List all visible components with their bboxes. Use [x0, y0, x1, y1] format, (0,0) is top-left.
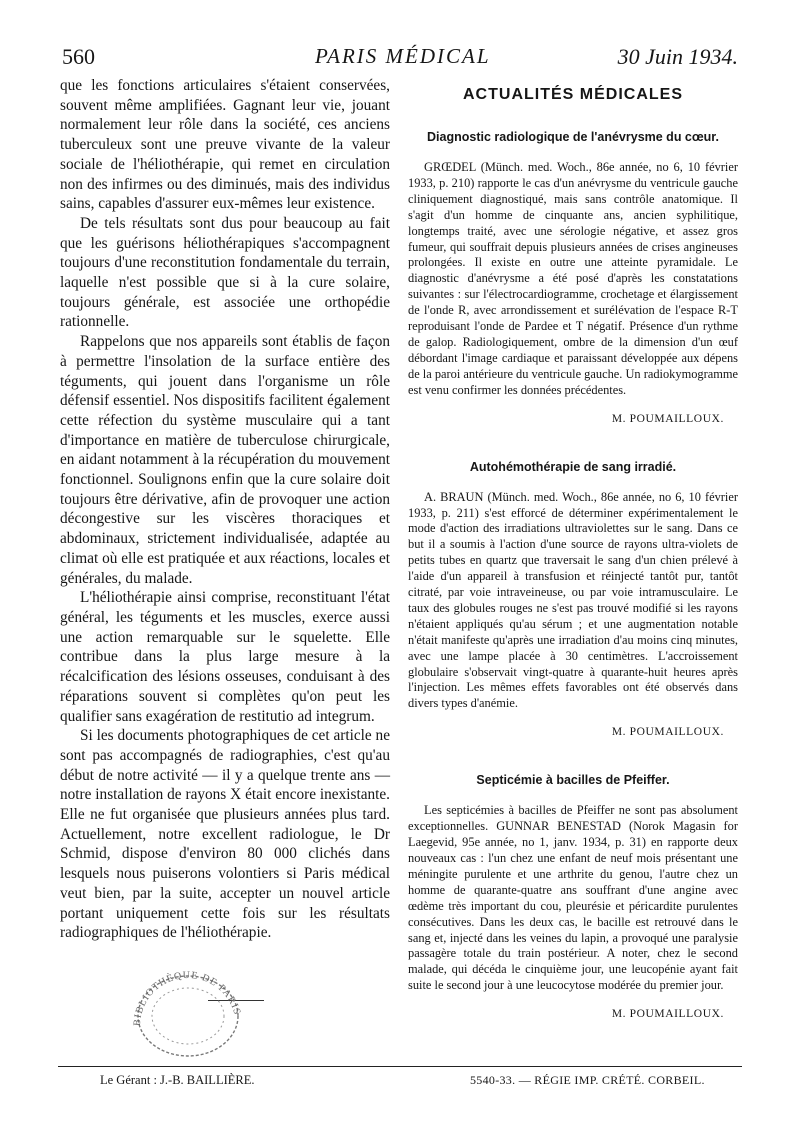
article-body: GRŒDEL (Münch. med. Woch., 86e année, no 6, 10 février 1933, p. 210) rapporte le cas d'un anévrysme du ventricule gauche cliniquement diagnostiqué, mais sans contrôle anatomique. Il s'agit d'un homme de cinquante ans, ancien syphilitique, longtemps traité, avec une sérologie négative, et assez gros fumeur, qui souffrait depuis plusieurs années de crises angineuses prolongées. Il existe en outre une atteinte pyramidale. Le diagnostic d'anévrysme a été posé d'après les constatations suivantes : sur l'électrocardiogramme, crochetage et élargissement de l'onde R, avec arrondissement et surélévation de l'espace R-T reproduisant l'onde de Pardee et T négatif. Présence d'un rythme de galop. Radiologiquement, ombre de la dimension d'un œuf débordant l'image cardiaque et paraissant développée aux dépens de la paroi antérieure du ventricule gauche. Un radiokymogramme est venu confirmer les données précédentes. [408, 160, 738, 397]
library-stamp [118, 946, 258, 1058]
footer-printer: 5540-33. — RÉGIE IMP. CRÉTÉ. CORBEIL. [470, 1073, 705, 1087]
article-signature: M. POUMAILLOUX. [611, 1008, 724, 1021]
article-aneurysm [408, 128, 738, 425]
article-signature: M. POUMAILLOUX. [611, 412, 724, 425]
paragraph: que les fonctions articulaires s'étaient conservées, souvent même amplifiées. Gagnant leur vie, jouant normalement leur rôle dans la société, ces anciens tuberculeux sont une preuve vivante de la valeur sociale de l'héliothérapie, qui remet en circulation non des infirmes ou des diminués, mais des individus sains, capables d'assurer eux-mêmes leur existence. [60, 77, 390, 213]
paragraph: De tels résultats sont dus pour beaucoup au fait que les guérisons héliothérapiques s'accompagnent toujours d'une reconstitution fondamentale du terrain, laquelle n'est possible que si à la cure solaire, toujours générale, est associée une orthopédie rationnelle. [60, 214, 390, 331]
journal-title: PARIS MÉDICAL [315, 44, 491, 68]
left-column [60, 76, 390, 943]
article-autohemotherapy [408, 458, 738, 739]
article-title: Septicémie à bacilles de Pfeiffer. [476, 773, 670, 788]
stamp-inner-ring [152, 988, 224, 1044]
paragraph: Rappelons que nos appareils sont établis de façon à permettre l'insolation de la surface entière des téguments, qui jouent dans l'organisme un rôle défensif essentiel. Nos dispositifs facilitent également cette réfection du système musculaire qui a tant d'importance en matière de tuberculose chirurgicale, en aidant notamment à la récupération du mouvement fonctionnel. Soulignons enfin que la cure solaire doit toujours être dérivative, afin de provoquer une action décongestive sur les viscères thoraciques et abdominaux, strictement individualisée, adaptée au climat où elle est pratiquée et aux réactions, locales et générales, du malade. [60, 333, 390, 587]
footer-rule [58, 1066, 742, 1067]
footer-manager: Le Gérant : J.-B. BAILLIÈRE. [100, 1073, 255, 1087]
article-title: Autohémothérapie de sang irradié. [469, 459, 677, 474]
section-title: ACTUALITÉS MÉDICALES [463, 86, 683, 103]
right-column [408, 78, 738, 1020]
paragraph: Si les documents photographiques de cet article ne sont pas accompagnés de radiographies, c'est qu'au début de notre activité — il y a quelque trente ans — notre installation de rayons X était encore inexistante. Elle ne fut organisée que plusieurs années plus tard. Actuellement, notre excellent radiologue, le Dr Schmid, dispose d'environ 80 000 clichés dans lesquels nous puiserons volontiers si Paris médical veut bien, par la suite, accepter un nouvel article portant uniquement cette fois sur les résultats radiographiques de l'héliothérapie. [60, 727, 390, 942]
issue-date: 30 Juin 1934. [617, 44, 738, 69]
article-signature: M. POUMAILLOUX. [611, 726, 724, 739]
article-title: Diagnostic radiologique de l'anévrysme du cœur. [427, 130, 719, 144]
article-body: Les septicémies à bacilles de Pfeiffer ne sont pas absolument exceptionnelles. GUNNAR BENESTAD (Norok Magasin for Laegevid, 95e année, no 1, janv. 1934, p. 31) en rapporte deux nouveaux cas : l'un chez une enfant de neuf mois présentant une méningite purulente et une arthrite du genou, l'autre chez un homme de quarante-quatre ans souffrant d'une angine avec œdème très important du cou, pleurésie et péricardite purulentes consécutives. Dans les deux cas, le bacille est retrouvé dans le sang et, injecté dans les veines du lapin, a provoqué une paralysie passagère totale du train postérieur. A noter, chez le second malade, qui décéda le cinquième jour, une leucopénie ayant fait suite le second jour à une leucocytose modérée du premier jour. [408, 803, 738, 993]
page-number: 560 [62, 44, 95, 69]
article-body: A. BRAUN (Münch. med. Woch., 86e année, no 6, 10 février 1933, p. 211) s'est efforcé de déterminer expérimentalement le mode d'action des irradiations ultraviolettes sur le sang. Dans ce but il a soumis à l'action d'une source de rayons ultra-violets de petits tubes en quartz que traversait le sang d'un chien prélevé à l'aide d'un appareil à transfusion et réinjecté tantôt pur, tantôt citraté, par voie intraveineuse, ou par voie intramusculaire. Le taux des globules rouges ne s'est pas trouvé modifié si les rayons n'étaient appliqués qu'au sérum ; et une augmentation notable n'était manifeste qu'après une irradiation d'au moins cinq minutes, avec une lampe placée à 30 centimètres. L'accroissement globulaire s'observait vingt-quatre à quarante-huit heures après l'injection. Les mêmes effets favorables ont été observés dans divers types d'anémie. [408, 489, 738, 711]
stamp-text: BIBLIOTHÈQUE DE PARIS [131, 969, 243, 1027]
paragraph: L'héliothérapie ainsi comprise, reconstituant l'état général, les téguments et les muscles, exerce aussi une action remarquable sur le squelette. Elle contribue dans la plus large mesure à la récalcification des lésions osseuses, conduisant à des réparations souvent si complètes qu'on peut les qualifier sans exagération de restitutio ad integrum. [60, 589, 390, 725]
article-septicemia [408, 771, 738, 1020]
